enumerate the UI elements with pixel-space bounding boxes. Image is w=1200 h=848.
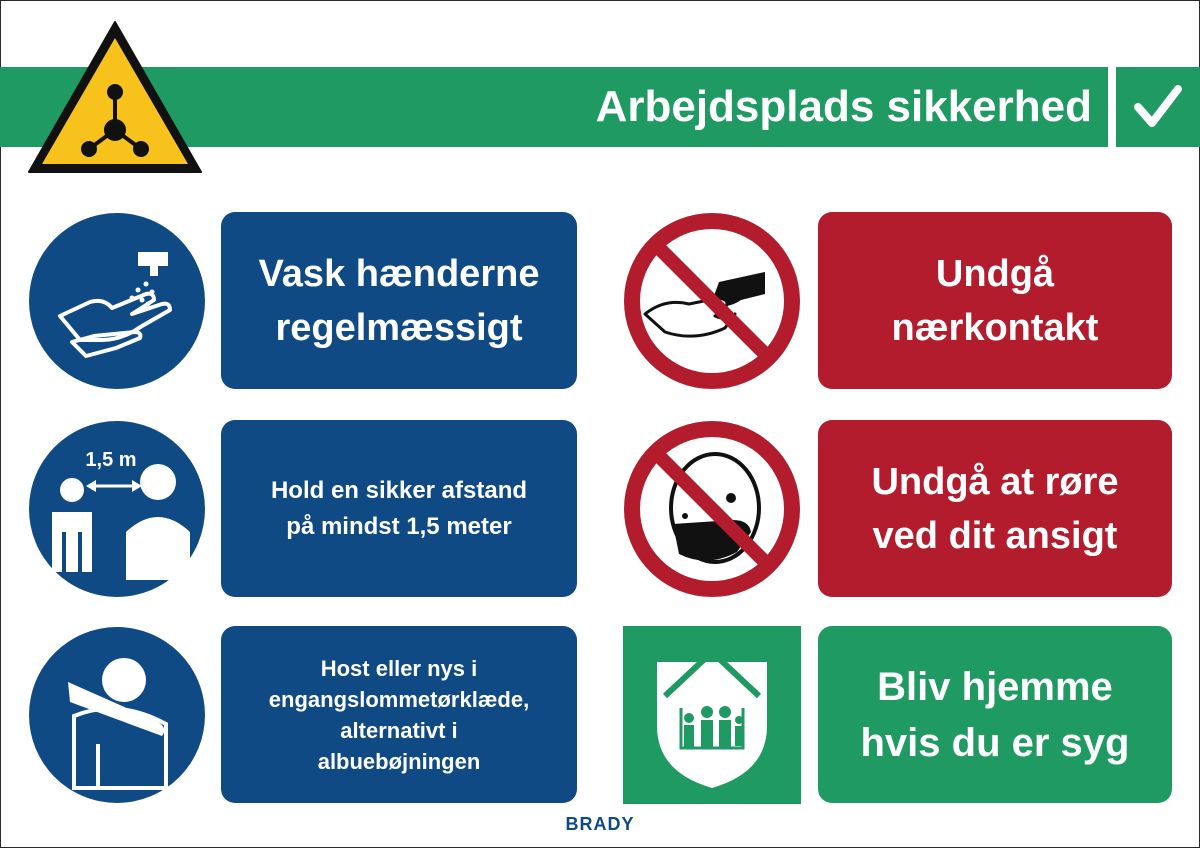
rule-avoid-contact — [818, 212, 1172, 389]
rule-text-line: Undgå — [935, 252, 1055, 295]
rule-text-line: Host eller nys i — [320, 655, 478, 681]
rule-text-line: alternativt i — [340, 717, 458, 743]
rule-no-touch-face — [818, 420, 1172, 597]
rule-wash-hands — [221, 212, 577, 389]
chemical-hazard-warning-icon — [25, 18, 205, 178]
rule-text-line: Hold en sikker afstand — [270, 476, 528, 504]
distance-icon — [28, 420, 206, 598]
rule-keep-distance — [221, 420, 577, 597]
rule-text-line: Undgå at røre — [871, 460, 1119, 503]
rule-cough-sneeze — [221, 626, 577, 803]
no-handshake-icon — [623, 212, 801, 390]
brand-logo: BRADY — [565, 814, 635, 834]
check-icon — [1116, 67, 1200, 147]
rule-stay-home — [818, 626, 1172, 803]
wash-hands-icon — [28, 212, 206, 390]
rule-text-line: Bliv hjemme — [877, 664, 1113, 709]
rule-text-line: regelmæssigt — [275, 306, 523, 349]
rule-text-line: nærkontakt — [891, 306, 1099, 349]
cough-elbow-icon — [28, 626, 206, 804]
rule-text-line: på mindst 1,5 meter — [286, 512, 512, 540]
distance-label: 1,5 m — [85, 449, 137, 471]
rule-text-line: albuebøjningen — [317, 748, 481, 774]
check-badge — [1116, 67, 1200, 147]
rule-text-line: Vask hænderne — [258, 252, 540, 295]
no-touch-face-icon — [623, 420, 801, 598]
stay-home-icon — [623, 626, 801, 804]
rule-text-line: ved dit ansigt — [872, 514, 1118, 557]
page-title: Arbejdsplads sikkerhed — [595, 82, 1092, 131]
rule-text-line: hvis du er syg — [860, 720, 1130, 765]
rule-text-line: engangslommetørklæde, — [268, 686, 530, 712]
